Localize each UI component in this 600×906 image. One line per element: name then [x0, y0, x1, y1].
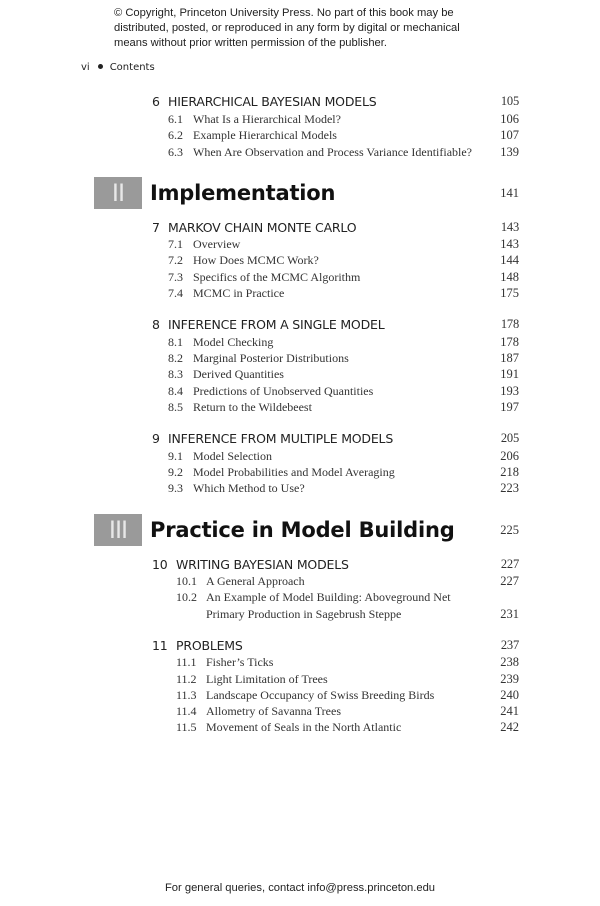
chapter-title: PROBLEMS — [176, 638, 243, 653]
section-number: 8.2 — [168, 351, 183, 365]
page-ref: 206 — [500, 449, 519, 463]
toc-section[interactable] — [0, 481, 600, 498]
section-title: Derived Quantities — [193, 367, 284, 381]
section-number: 11.3 — [176, 688, 197, 702]
page-ref: 205 — [500, 431, 519, 445]
page-ref: 240 — [500, 688, 519, 702]
chapter-number: 6 — [152, 94, 160, 109]
toc-section[interactable] — [0, 688, 600, 705]
section-number: 11.4 — [176, 704, 197, 718]
page-ref: 218 — [500, 465, 519, 479]
copyright-line: means without prior written permission of the publisher. — [114, 37, 387, 49]
page-ref: 231 — [500, 607, 519, 621]
section-title: Return to the Wildebeest — [193, 400, 312, 414]
section-title: Fisher’s Ticks — [206, 655, 274, 669]
toc-chapter-8[interactable] — [0, 317, 600, 334]
section-number: 7.2 — [168, 253, 183, 267]
toc-section[interactable] — [0, 720, 600, 737]
chapter-number: 9 — [152, 431, 160, 446]
section-title: Movement of Seals in the North Atlantic — [206, 720, 402, 734]
copyright-line: distributed, posted, or reproduced in any form by digital or mechanical — [114, 22, 460, 34]
toc-part-2[interactable] — [0, 177, 600, 209]
toc-section[interactable] — [0, 400, 600, 417]
page-ref: 223 — [500, 481, 519, 495]
page-ref: 191 — [500, 367, 519, 381]
toc-chapter-6[interactable] — [0, 94, 600, 111]
toc-chapter-10[interactable] — [0, 557, 600, 574]
section-number: 9.1 — [168, 449, 183, 463]
chapter-title: INFERENCE FROM A SINGLE MODEL — [168, 317, 385, 332]
toc-section[interactable] — [0, 590, 600, 607]
chapter-number: 11 — [152, 638, 168, 653]
toc-section[interactable] — [0, 704, 600, 721]
page-ref: 106 — [500, 112, 519, 126]
footer-contact: For general queries, contact info@press.princeton.edu — [164, 882, 436, 894]
chapter-number: 8 — [152, 317, 160, 332]
section-title: Model Checking — [193, 335, 274, 349]
page-ref: 141 — [500, 186, 519, 200]
running-head — [81, 62, 155, 73]
toc-section[interactable] — [0, 270, 600, 287]
chapter-title: WRITING BAYESIAN MODELS — [176, 557, 349, 572]
section-number: 9.2 — [168, 465, 183, 479]
section-title: What Is a Hierarchical Model? — [193, 112, 341, 126]
page-ref: 144 — [500, 253, 519, 267]
toc-chapter-11[interactable] — [0, 638, 600, 655]
page-ref: 139 — [500, 145, 519, 159]
section-number: 6.2 — [168, 128, 183, 142]
toc-section[interactable] — [0, 465, 600, 482]
section-number: 11.2 — [176, 672, 197, 686]
toc-section[interactable] — [0, 384, 600, 401]
toc-section[interactable] — [0, 655, 600, 672]
page-ref: 227 — [500, 574, 519, 588]
section-title: MCMC in Practice — [193, 286, 285, 300]
section-title: An Example of Model Building: Aboveground Net — [206, 590, 451, 604]
page-ref: 175 — [500, 286, 519, 300]
page-ref: 148 — [500, 270, 519, 284]
part-numeral-box: II — [94, 177, 142, 209]
part-title: Practice in Model Building — [150, 518, 455, 542]
chapter-title: MARKOV CHAIN MONTE CARLO — [168, 220, 357, 235]
section-title: Overview — [193, 237, 241, 251]
section-number: 10.2 — [176, 590, 197, 604]
chapter-number: 7 — [152, 220, 160, 235]
page-ref: 239 — [500, 672, 519, 686]
toc-section[interactable] — [0, 449, 600, 466]
page-ref: 105 — [500, 94, 519, 108]
page-ref: 225 — [500, 523, 519, 537]
bullet-icon — [98, 64, 103, 69]
section-title: Example Hierarchical Models — [193, 128, 337, 142]
toc-section[interactable] — [0, 145, 600, 162]
toc-section[interactable] — [0, 237, 600, 254]
page-ref: 187 — [500, 351, 519, 365]
section-number: 8.1 — [168, 335, 183, 349]
page-number: vi — [81, 62, 90, 73]
page-ref: 238 — [500, 655, 519, 669]
toc-section[interactable] — [0, 672, 600, 689]
page-ref: 178 — [500, 335, 519, 349]
page-ref: 197 — [500, 400, 519, 414]
chapter-number: 10 — [152, 557, 168, 572]
section-title: A General Approach — [206, 574, 305, 588]
section-number: 8.5 — [168, 400, 183, 414]
copyright-notice — [114, 6, 514, 51]
section-title: Model Selection — [193, 449, 272, 463]
section-number: 11.5 — [176, 720, 197, 734]
toc-section[interactable] — [0, 286, 600, 303]
section-title: Which Method to Use? — [193, 481, 305, 495]
section-number: 6.1 — [168, 112, 183, 126]
page-ref: 143 — [500, 237, 519, 251]
section-title: Model Probabilities and Model Averaging — [193, 465, 395, 479]
toc-section[interactable] — [0, 367, 600, 384]
section-title: Predictions of Unobserved Quantities — [193, 384, 374, 398]
part-title: Implementation — [150, 181, 336, 205]
toc-chapter-7[interactable] — [0, 220, 600, 237]
toc-section[interactable] — [0, 253, 600, 270]
section-title: Light Limitation of Trees — [206, 672, 328, 686]
toc-section[interactable] — [0, 112, 600, 129]
copyright-line: © Copyright, Princeton University Press. No part of this book may be — [114, 7, 454, 19]
chapter-title: INFERENCE FROM MULTIPLE MODELS — [168, 431, 394, 446]
toc-section[interactable] — [0, 128, 600, 145]
page-ref: 242 — [500, 720, 519, 734]
toc-section[interactable] — [0, 351, 600, 368]
section-number: 8.3 — [168, 367, 183, 381]
section-number: 10.1 — [176, 574, 197, 588]
section-title: How Does MCMC Work? — [193, 253, 319, 267]
section-number: 7.3 — [168, 270, 183, 284]
section-number: 11.1 — [176, 655, 197, 669]
section-number: 6.3 — [168, 145, 183, 159]
page-ref: 227 — [500, 557, 519, 571]
toc-section[interactable] — [0, 335, 600, 352]
page-ref: 107 — [500, 128, 519, 142]
section-number: 9.3 — [168, 481, 183, 495]
running-head-label: Contents — [109, 62, 155, 73]
section-title: Specifics of the MCMC Algorithm — [193, 270, 361, 284]
toc-section-continued[interactable] — [0, 607, 600, 624]
toc-chapter-9[interactable] — [0, 431, 600, 448]
section-title: Allometry of Savanna Trees — [206, 704, 341, 718]
page-ref: 193 — [500, 384, 519, 398]
page-ref: 237 — [500, 638, 519, 652]
page-ref: 178 — [500, 317, 519, 331]
chapter-title: HIERARCHICAL BAYESIAN MODELS — [168, 94, 377, 109]
section-title-continued: Primary Production in Sagebrush Steppe — [206, 607, 402, 621]
toc-section[interactable] — [0, 574, 600, 591]
section-title: Marginal Posterior Distributions — [193, 351, 349, 365]
section-number: 7.1 — [168, 237, 183, 251]
section-number: 8.4 — [168, 384, 183, 398]
part-numeral-box: III — [94, 514, 142, 546]
section-number: 7.4 — [168, 286, 183, 300]
page-ref: 241 — [500, 704, 519, 718]
section-title: Landscape Occupancy of Swiss Breeding Birds — [206, 688, 435, 702]
toc-part-3[interactable] — [0, 514, 600, 546]
page-ref: 143 — [500, 220, 519, 234]
section-title: When Are Observation and Process Variance Identifiable? — [193, 145, 473, 159]
